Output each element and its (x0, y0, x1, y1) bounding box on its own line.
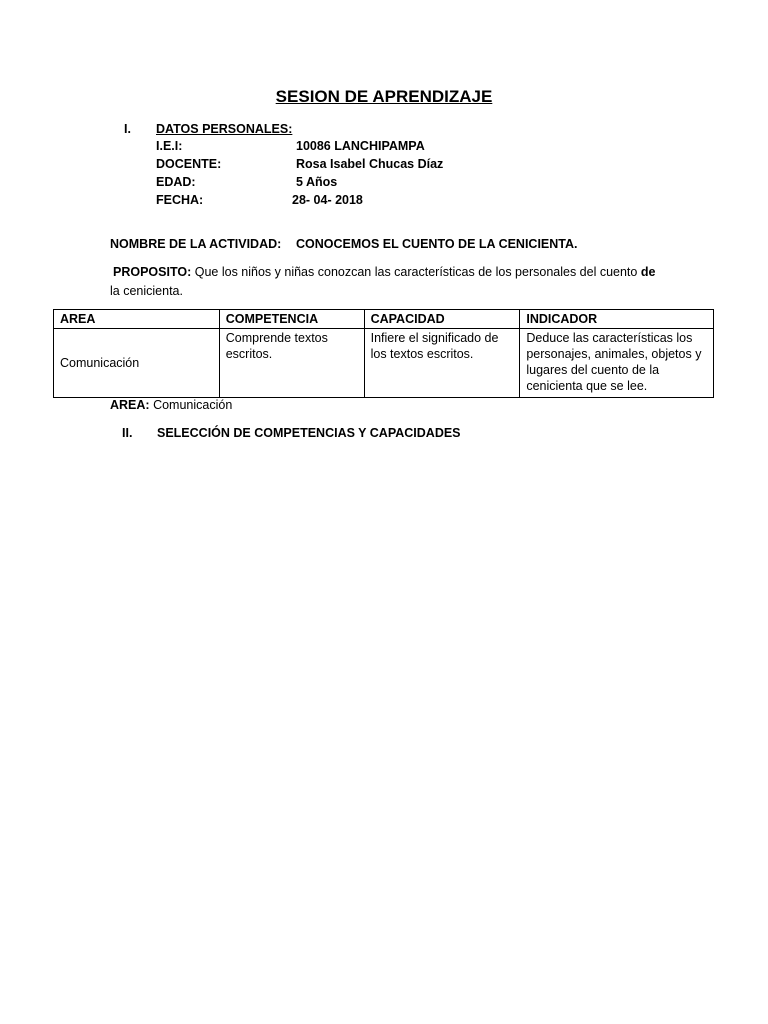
table-header-competencia: COMPETENCIA (219, 310, 364, 329)
field-value-docente: Rosa Isabel Chucas Díaz (296, 157, 444, 171)
table-header-row (54, 310, 714, 329)
table-cell-indicador: Deduce las características los personajes, animales, objetos y lugares del cuento de la cenicienta que se lee. (520, 329, 714, 398)
table-cell-capacidad: Infiere el significado de los textos escritos. (364, 329, 520, 398)
field-label-iei: I.E.I: (156, 139, 183, 153)
area-line-value: Comunicación (153, 398, 233, 412)
activity-value: CONOCEMOS EL CUENTO DE LA CENICIENTA. (296, 237, 578, 251)
area-line-label: AREA: (110, 398, 150, 412)
section-2-heading: SELECCIÓN DE COMPETENCIAS Y CAPACIDADES (157, 426, 461, 440)
activity-label: NOMBRE DE LA ACTIVIDAD: (110, 237, 282, 251)
purpose-line-1 (113, 265, 655, 279)
field-label-docente: DOCENTE: (156, 157, 222, 171)
table-header-capacidad: CAPACIDAD (364, 310, 520, 329)
purpose-line-2: la cenicienta. (110, 284, 183, 298)
page-title: SESION DE APRENDIZAJE (275, 87, 493, 106)
field-value-iei: 10086 LANCHIPAMPA (296, 139, 425, 153)
table-header-indicador: INDICADOR (520, 310, 714, 329)
field-label-edad: EDAD: (156, 175, 196, 189)
table-cell-area: Comunicación (54, 329, 220, 398)
field-label-fecha: FECHA: (156, 193, 204, 207)
table-row (54, 329, 714, 398)
purpose-text: Que los niños y niñas conozcan las características de los personales del cuento (194, 265, 638, 279)
table-header-area: AREA (54, 310, 220, 329)
purpose-label: PROPOSITO: (113, 265, 192, 279)
section-1-heading: DATOS PERSONALES: (156, 122, 293, 136)
area-line (110, 398, 232, 412)
purpose-bold-word: de (640, 265, 656, 279)
field-value-fecha: 28- 04- 2018 (292, 193, 363, 207)
section-1-number: I. (124, 122, 131, 136)
competency-table (53, 309, 714, 398)
field-value-edad: 5 Años (296, 175, 338, 189)
section-2-number: II. (122, 426, 133, 440)
table-cell-competencia: Comprende textos escritos. (219, 329, 364, 398)
